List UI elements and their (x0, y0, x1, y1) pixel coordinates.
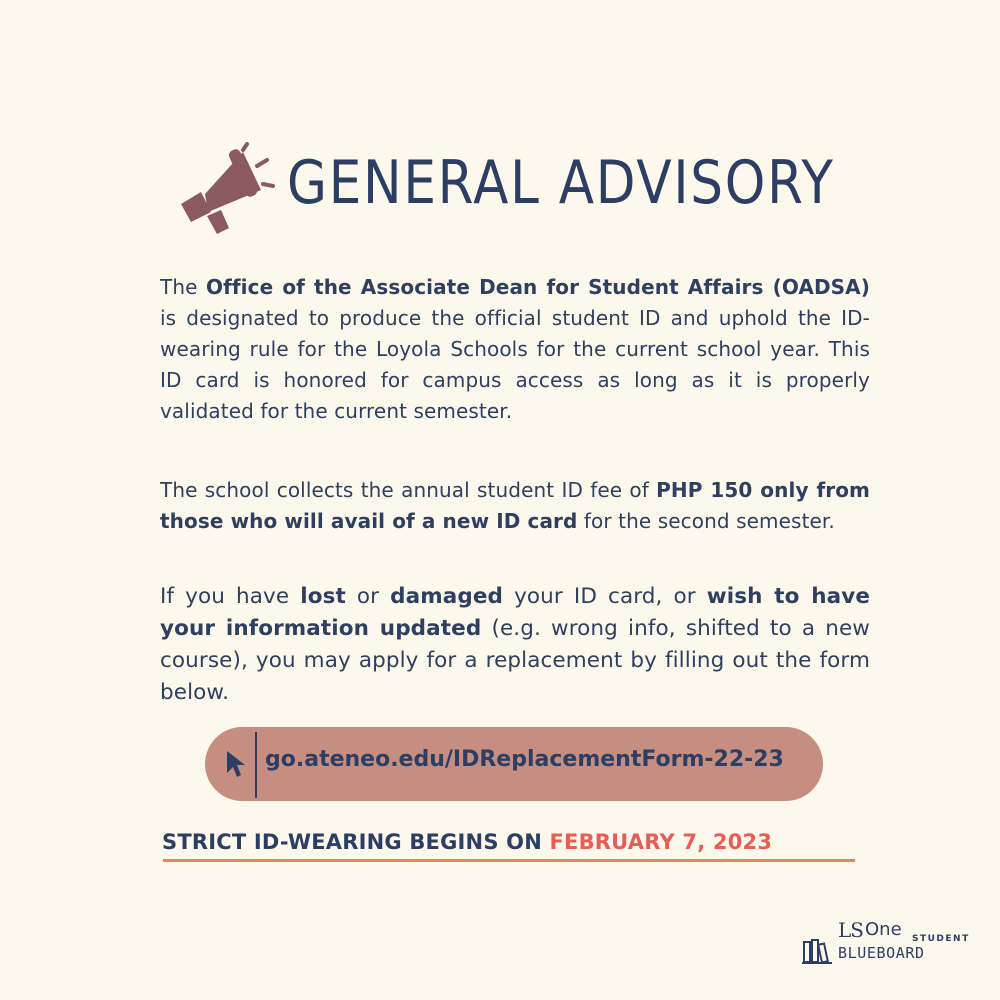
paragraph-text: The school collects the annual student ID fee of (160, 478, 657, 502)
brand-student: STUDENT (912, 934, 970, 944)
strict-id-notice (162, 830, 772, 854)
notice-date: FEBRUARY 7, 2023 (549, 830, 773, 854)
notice-prefix: STRICT ID-WEARING BEGINS ON (162, 830, 550, 854)
page-title: GENERAL ADVISORY (287, 148, 835, 218)
brand-one: One (865, 919, 902, 940)
paragraph-text: or (345, 584, 391, 609)
paragraph-bold: lost (300, 584, 346, 609)
cursor-icon (225, 749, 247, 779)
paragraph-text: your ID card, or (503, 584, 707, 609)
paragraph-text: for the second semester. (577, 509, 835, 533)
brand-ls: LS (838, 918, 863, 942)
link-url[interactable]: go.ateneo.edu/IDReplacementForm-22-23 (265, 747, 784, 772)
paragraph-replacement (160, 581, 870, 709)
books-icon (802, 936, 834, 964)
advisory-header (175, 142, 835, 242)
paragraph-fee (160, 475, 870, 537)
paragraph-bold: wish to have your information updated (160, 584, 871, 641)
megaphone-icon (175, 142, 280, 242)
paragraph-text: If you have (160, 584, 301, 609)
notice-underline (163, 859, 855, 862)
replacement-form-link[interactable] (205, 727, 823, 801)
link-divider (255, 732, 257, 798)
paragraph-bold: damaged (390, 584, 504, 609)
paragraph-text: (e.g. wrong info, shifted to a new course), you may apply for a replacement by filling out the form below. (160, 616, 870, 705)
paragraph-text: The (160, 275, 206, 299)
paragraph-bold: Office of the Associate Dean for Student Affairs (OADSA) (205, 275, 870, 299)
paragraph-oadsa (160, 272, 870, 427)
brand-blueboard: BLUEBOARD (838, 944, 925, 962)
paragraph-text: is designated to produce the official student ID and uphold the ID-wearing rule for the Loyola Schools for the current school year. This ID card is honored for campus access as long as it is properly validated for the current semester. (160, 306, 870, 423)
paragraph-bold: PHP 150 only from those who will avail of a new ID card (160, 478, 870, 533)
lsone-blueboard-logo (802, 918, 977, 968)
